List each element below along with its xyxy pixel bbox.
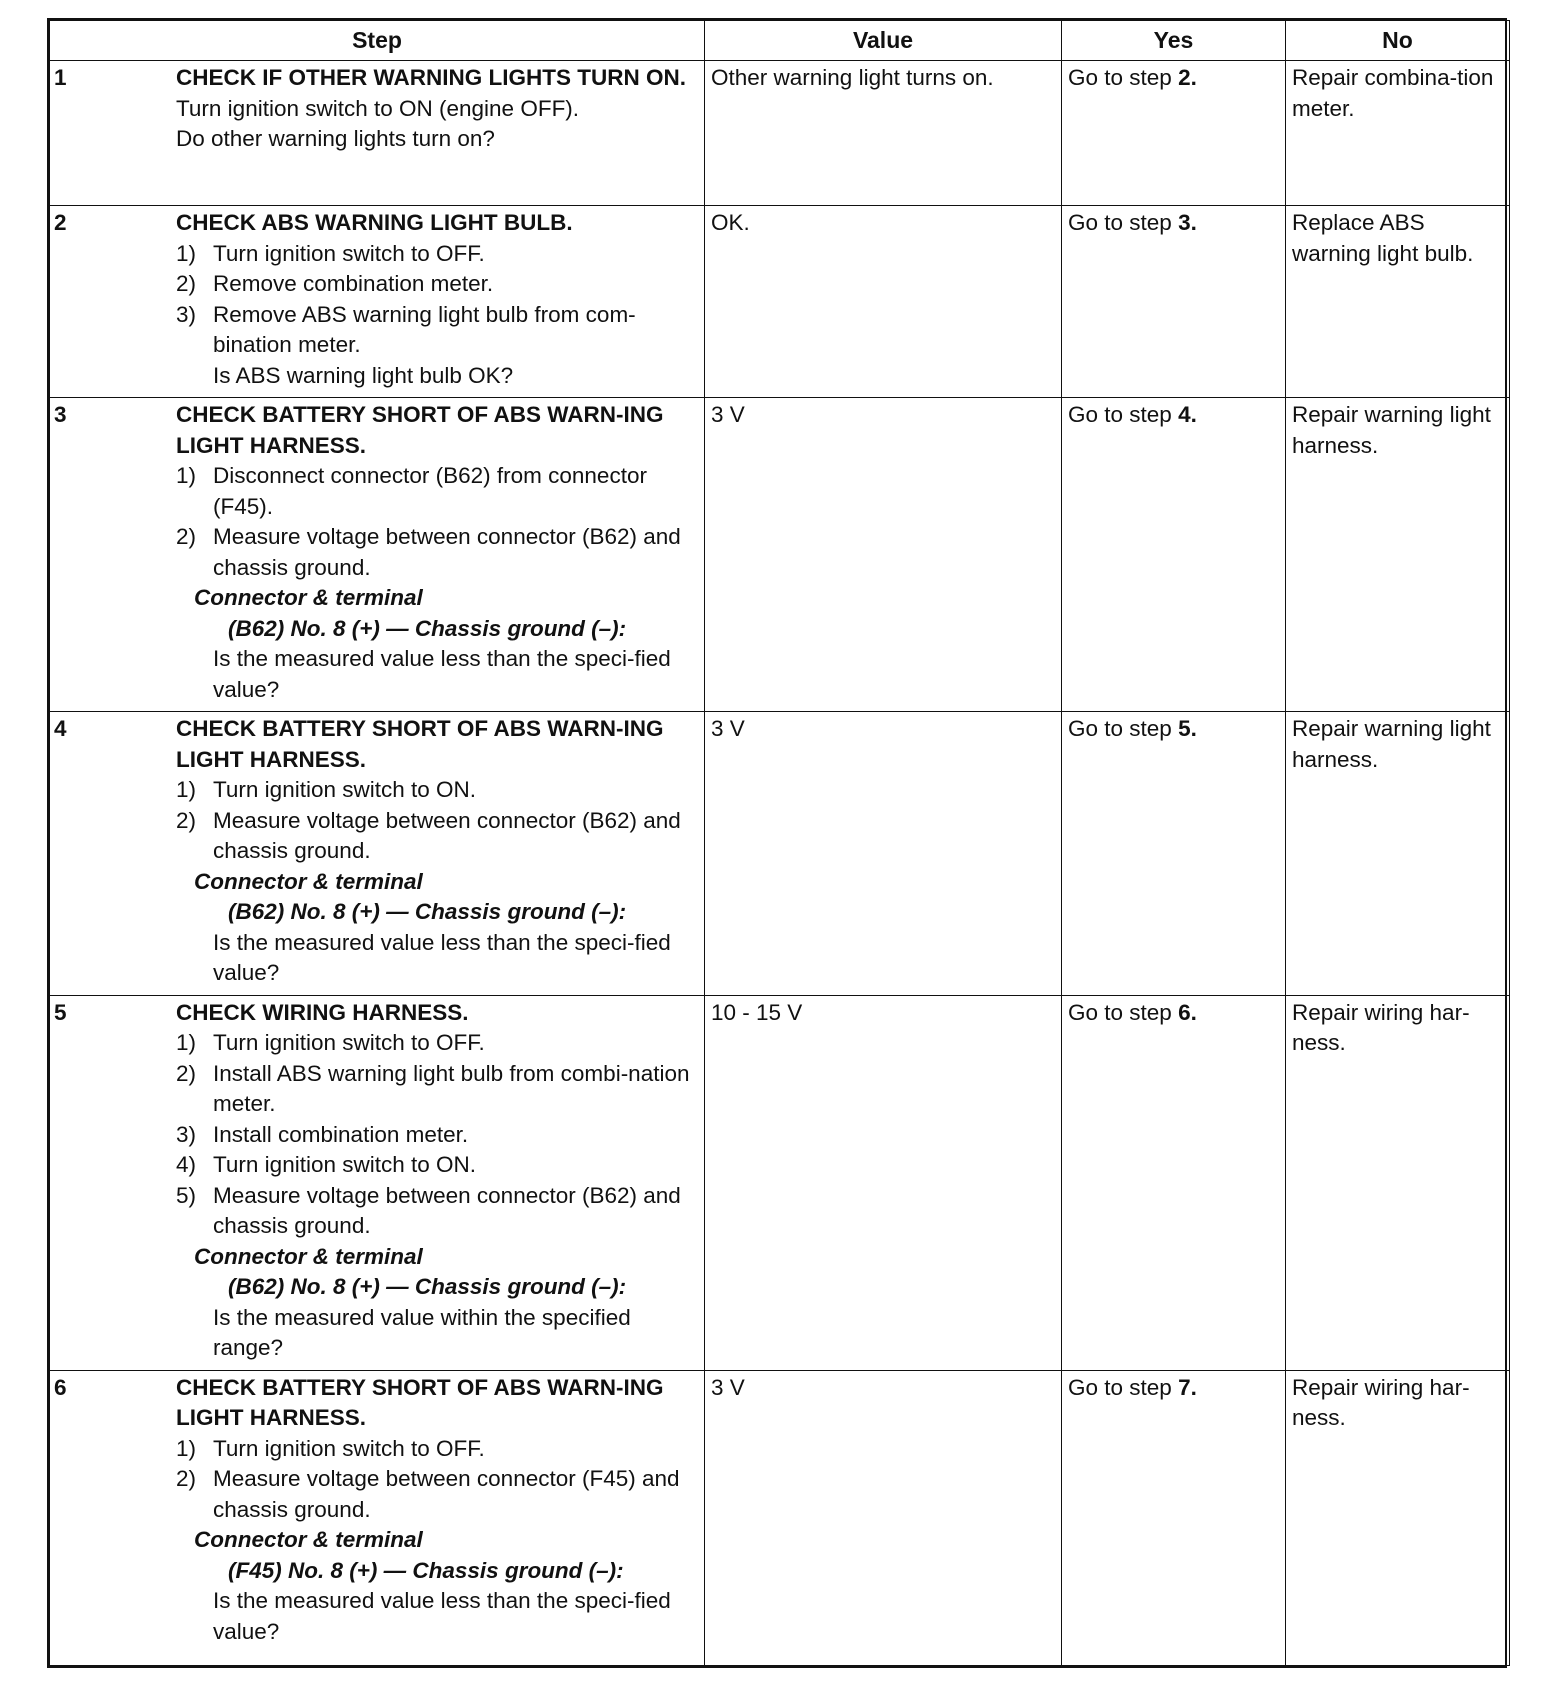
step-number: 2 [54, 210, 67, 235]
step-cell [50, 995, 705, 1370]
header-no: No [1286, 21, 1510, 61]
step-title: CHECK BATTERY SHORT OF ABS WARN-ING LIGHT HARNESS. [176, 1374, 664, 1430]
yes-step-link: 4. [1178, 402, 1197, 427]
yes-step-link: 3. [1178, 210, 1197, 235]
step-item: 1) Turn ignition switch to ON. [176, 777, 477, 802]
step-cell [50, 398, 705, 712]
step-item: 2) Measure voltage between connector (F45) and chassis ground. [176, 1466, 680, 1522]
table-row [50, 398, 1510, 712]
step-question: Is the measured value within the specified range? [213, 1304, 631, 1360]
step-cell [50, 712, 705, 996]
step-item: 1) Turn ignition switch to OFF. [176, 1030, 485, 1055]
header-value: Value [705, 21, 1062, 61]
yes-text: Go to step [1068, 999, 1179, 1025]
step-item: 4) Turn ignition switch to ON. [176, 1152, 477, 1177]
step-question: Is ABS warning light bulb OK? [213, 362, 514, 388]
step-item: 1) Turn ignition switch to OFF. [176, 240, 485, 266]
diagnostic-table-container [47, 18, 1507, 1668]
step-line: Turn ignition switch to ON (engine OFF). [176, 95, 580, 121]
step-question: Is the measured value less than the speci-fied value? [213, 929, 671, 985]
connector-label: Connector & terminal [194, 585, 423, 610]
step-number: 4 [54, 716, 67, 741]
step-item: 3) Remove ABS warning light bulb from com-bination meter. [176, 301, 636, 357]
table-row [50, 712, 1510, 996]
step-question: Is the measured value less than the speci-fied value? [213, 1588, 671, 1644]
yes-cell [1062, 61, 1286, 206]
yes-step-link: 2. [1178, 65, 1197, 90]
yes-step-link: 5. [1178, 716, 1197, 741]
connector-terminal: (F45) No. 8 (+) — Chassis ground (–): [228, 1557, 624, 1583]
value-cell: 3 V [705, 398, 1062, 712]
step-question: Do other warning lights turn on? [176, 126, 495, 151]
value-cell: Other warning light turns on. [705, 61, 1062, 206]
value-cell: 3 V [705, 1370, 1062, 1666]
yes-text: Go to step [1068, 716, 1179, 741]
step-title: CHECK BATTERY SHORT OF ABS WARN-ING LIGHT HARNESS. [176, 402, 664, 458]
table-row [50, 995, 1510, 1370]
yes-step-link: 6. [1178, 999, 1197, 1025]
no-cell: Repair wiring har-ness. [1286, 1370, 1510, 1666]
yes-text: Go to step [1068, 65, 1179, 90]
step-title: CHECK IF OTHER WARNING LIGHTS TURN ON. [176, 65, 686, 90]
header-step: Step [50, 21, 705, 61]
yes-step-link: 7. [1178, 1374, 1197, 1400]
value-cell: 10 - 15 V [705, 995, 1062, 1370]
step-number: 5 [54, 999, 67, 1025]
connector-label: Connector & terminal [194, 1527, 423, 1552]
yes-cell [1062, 995, 1286, 1370]
step-item: 2) Measure voltage between connector (B62) and chassis ground. [176, 807, 681, 863]
step-number: 6 [54, 1374, 67, 1400]
no-cell: Repair wiring har-ness. [1286, 995, 1510, 1370]
step-number: 3 [54, 402, 67, 427]
step-item: 2) Measure voltage between connector (B62) and chassis ground. [176, 524, 681, 580]
step-item: 1) Turn ignition switch to OFF. [176, 1435, 485, 1461]
step-cell [50, 1370, 705, 1666]
step-title: CHECK WIRING HARNESS. [176, 999, 469, 1025]
step-title: CHECK ABS WARNING LIGHT BULB. [176, 210, 573, 235]
connector-terminal: (B62) No. 8 (+) — Chassis ground (–): [228, 615, 627, 641]
no-cell: Repair warning light harness. [1286, 712, 1510, 996]
no-cell: Repair warning light harness. [1286, 398, 1510, 712]
step-item: 2) Remove combination meter. [176, 271, 494, 296]
connector-label: Connector & terminal [194, 1243, 423, 1269]
step-item: 5) Measure voltage between connector (B62) and chassis ground. [176, 1182, 681, 1238]
step-item: 1) Disconnect connector (B62) from connector (F45). [176, 463, 647, 519]
yes-cell [1062, 206, 1286, 398]
step-number: 1 [54, 65, 67, 90]
step-cell [50, 206, 705, 398]
connector-terminal: (B62) No. 8 (+) — Chassis ground (–): [228, 1274, 627, 1299]
connector-terminal: (B62) No. 8 (+) — Chassis ground (–): [228, 899, 627, 924]
step-item: 3) Install combination meter. [176, 1121, 469, 1147]
yes-text: Go to step [1068, 210, 1179, 235]
table-row [50, 1370, 1510, 1666]
header-row [50, 21, 1510, 61]
yes-cell [1062, 1370, 1286, 1666]
yes-text: Go to step [1068, 1374, 1179, 1400]
table-row [50, 61, 1510, 206]
step-question: Is the measured value less than the speci-fied value? [213, 646, 671, 702]
no-cell: Replace ABS warning light bulb. [1286, 206, 1510, 398]
step-cell [50, 61, 705, 206]
no-cell: Repair combina-tion meter. [1286, 61, 1510, 206]
header-yes: Yes [1062, 21, 1286, 61]
yes-text: Go to step [1068, 402, 1179, 427]
value-cell: 3 V [705, 712, 1062, 996]
diagnostic-table [49, 20, 1510, 1666]
table-row [50, 206, 1510, 398]
step-title: CHECK BATTERY SHORT OF ABS WARN-ING LIGHT HARNESS. [176, 716, 664, 772]
connector-label: Connector & terminal [194, 868, 423, 894]
yes-cell [1062, 398, 1286, 712]
step-item: 2) Install ABS warning light bulb from combi-nation meter. [176, 1060, 690, 1116]
value-cell: OK. [705, 206, 1062, 398]
yes-cell [1062, 712, 1286, 996]
